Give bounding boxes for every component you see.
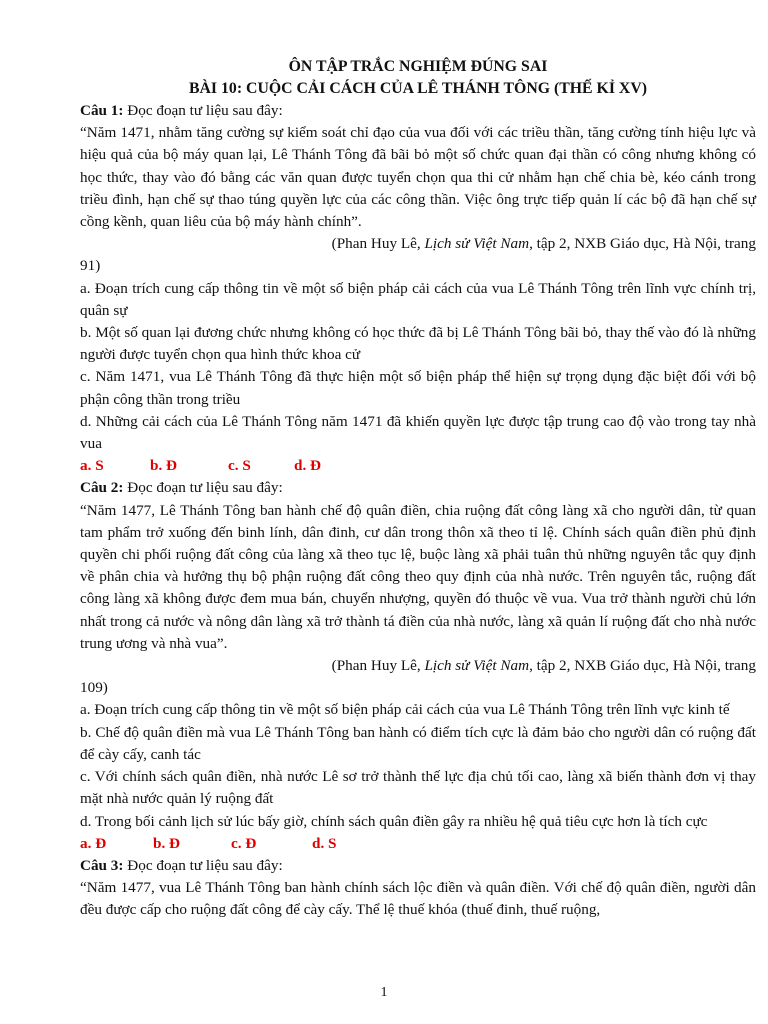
document-body (80, 56, 756, 922)
answer-c: c. S (228, 457, 251, 475)
question-3-heading (80, 855, 756, 877)
question-2-statement-b: b. Chế độ quân điền mà vua Lê Thánh Tông ban hành có điểm tích cực là đảm bảo cho người dân có ruộng đất để cày cấy, canh tác (80, 723, 756, 763)
question-2-statement-d: d. Trong bối cảnh lịch sử lúc bấy giờ, chính sách quân điền gây ra nhiều hệ quả tiêu cực hơn là tích cực (80, 812, 708, 830)
question-3-label: Câu 3: (80, 856, 124, 874)
question-1-answers (80, 455, 756, 477)
answer-d: d. S (312, 834, 337, 852)
answer-b: b. Đ (150, 457, 178, 475)
question-1-statement-c: c. Năm 1471, vua Lê Thánh Tông đã thực hiện một số biện pháp thể hiện sự trọng dụng đặc biệt đối với bộ phận công thần trong triều (80, 368, 756, 408)
question-2-prompt: Đọc đoạn tư liệu sau đây: (123, 479, 283, 497)
book-title: Lịch sử Việt Nam (424, 657, 530, 675)
question-1-label: Câu 1: (80, 102, 124, 119)
question-1-citation-page: 91) (80, 257, 101, 275)
question-2-citation: (Phan Huy Lê, Lịch sử Việt Nam, tập 2, NXB Giáo dục, Hà Nội, trang (331, 657, 756, 675)
question-2-answers (80, 833, 756, 855)
question-2-heading (80, 477, 756, 499)
question-1-statement-d: d. Những cải cách của Lê Thánh Tông năm 1471 đã khiến quyền lực được tập trung cao độ vào trong tay nhà vua (80, 412, 756, 453)
question-1-heading (80, 100, 756, 122)
lesson-title: BÀI 10: CUỘC CẢI CÁCH CỦA LÊ THÁNH TÔNG (THẾ KỈ XV) (188, 80, 647, 97)
answer-d: d. Đ (294, 457, 322, 475)
question-2-statement-a: a. Đoạn trích cung cấp thông tin về một số biện pháp cải cách của vua Lê Thánh Tông trên lĩnh vực kinh tế (80, 701, 730, 719)
page-number: 1 (380, 985, 388, 1000)
answer-a: a. Đ (80, 834, 107, 852)
question-2-citation-page: 109) (80, 679, 108, 697)
question-1-statement-b: b. Một số quan lại đương chức nhưng không có học thức đã bị Lê Thánh Tông bãi bỏ, thay thế vào đó là những người được tuyển chọn qua hình thức khoa cử (80, 324, 756, 364)
question-1-statement-a: a. Đoạn trích cung cấp thông tin về một số biện pháp cải cách của vua Lê Thánh Tông trên lĩnh vực chính trị, quân sự (80, 279, 756, 319)
question-2-label: Câu 2: (80, 479, 124, 497)
question-2-statement-c: c. Với chính sách quân điền, nhà nước Lê sơ trở thành thế lực địa chủ tối cao, làng xã biến thành đơn vị thay mặt nhà nước quản lý ruộng đất (80, 768, 756, 808)
question-1-passage: “Năm 1471, nhằm tăng cường sự kiểm soát chỉ đạo của vua đối với các triều thần, tăng cường tính hiệu lực và hiệu quả của bộ máy quan lại, Lê Thánh Tông đã bãi bỏ một số chức quan đại thần có công nhưng không có học thức, thay vào đó bằng các văn quan được tuyển chọn qua thi cử nhằm hạn chế chia bè, kéo cánh trong triều đình, hạn chế sự thao túng quyền lực của các công thần. Việc ông trực tiếp quản lí các bộ đã hạn chế sự cồng kềnh, quan liêu của bộ máy hành chính”. (80, 124, 756, 231)
question-1-citation: (Phan Huy Lê, Lịch sử Việt Nam, tập 2, NXB Giáo dục, Hà Nội, trang (331, 235, 756, 253)
question-2-passage: “Năm 1477, Lê Thánh Tông ban hành chế độ quân điền, chia ruộng đất công làng xã cho người dân, từ quan tam phẩm trở xuống đến binh lính, dân đinh, cư dân trong thôn xã theo tỉ lệ. Chính sách quân điền phủ định quyền chi phối ruộng đất công của làng xã theo tục lệ, buộc làng xã phải tuân thủ những nguyên tắc quy định về phân chia và hưởng thụ bộ phận ruộng đất công theo quy định của nhà nước. Trên nguyên tắc, ruộng đất công làng xã không được đem mua bán, chuyển nhượng, quyền đó thuộc về vua. Vua trở thành người chủ lớn nhất trong cả nước và nông dân làng xã trở thành tá điền của nhà nước, làng xã quản lí ruộng đất cho nhà nước trung ương và nhà vua”. (80, 501, 756, 652)
question-3-passage: “Năm 1477, vua Lê Thánh Tông ban hành chính sách lộc điền và quân điền. Với chế độ quân điền, người dân đều được cấp cho ruộng đất công để cày cấy. Thể lệ thuế khóa (thuế đinh, thuế ruộng, (80, 879, 756, 919)
document-title: ÔN TẬP TRẮC NGHIỆM ĐÚNG SAI (288, 58, 548, 75)
question-3-prompt: Đọc đoạn tư liệu sau đây: (123, 856, 283, 874)
book-title: Lịch sử Việt Nam (424, 235, 530, 253)
answer-c: c. Đ (231, 834, 257, 852)
answer-a: a. S (80, 457, 104, 475)
question-1-prompt: Đọc đoạn tư liệu sau đây: (123, 102, 283, 119)
answer-b: b. Đ (153, 834, 181, 852)
